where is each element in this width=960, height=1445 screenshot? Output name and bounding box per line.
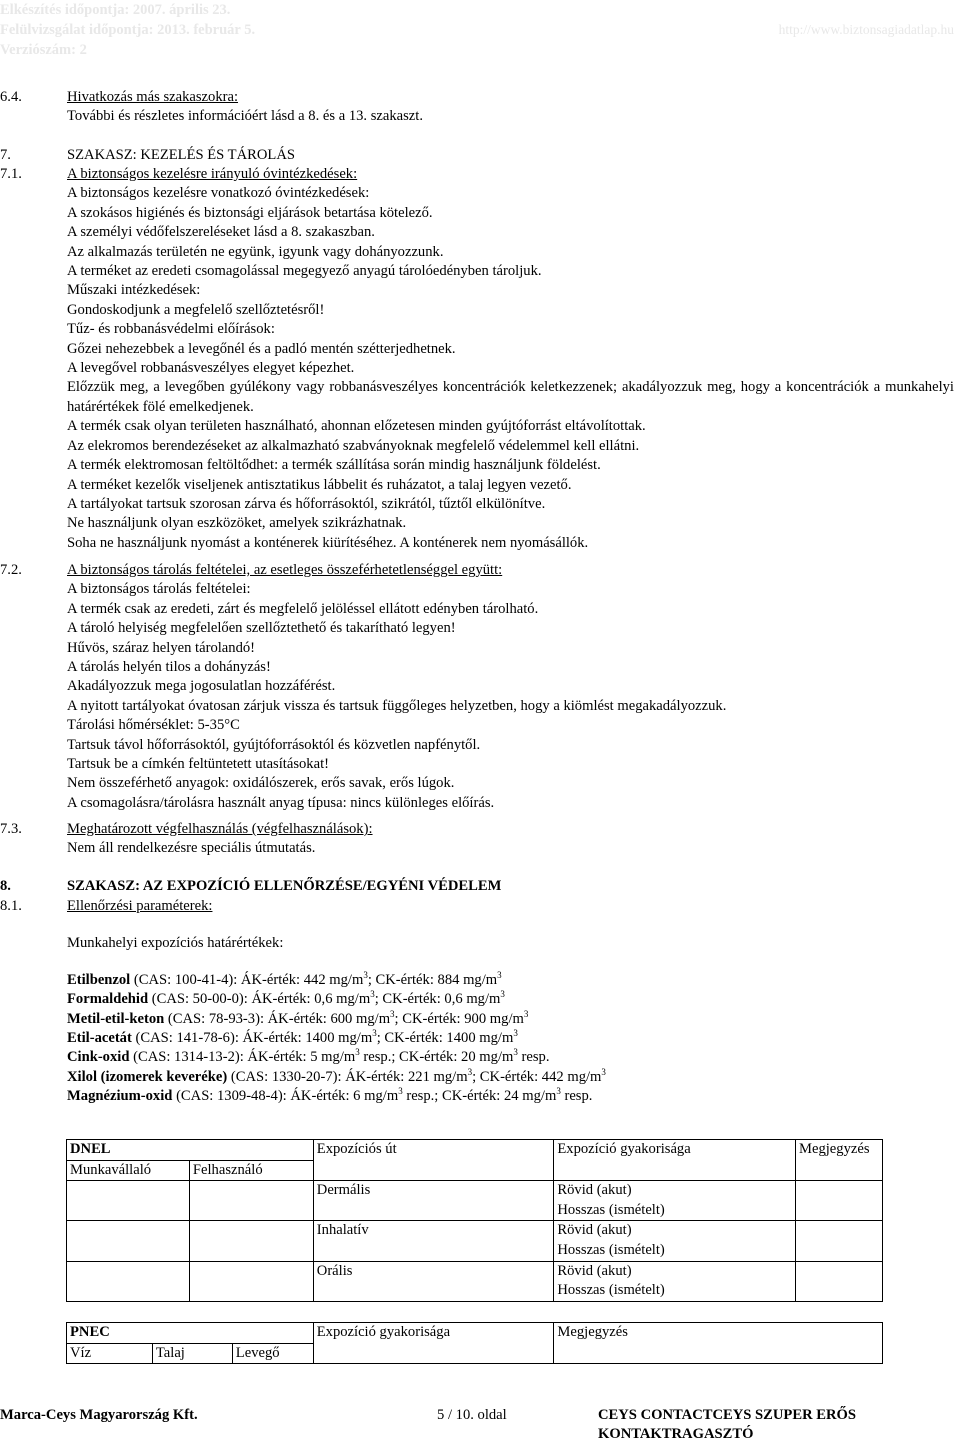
section-number: 8.1. xyxy=(0,898,22,914)
limit-value-ck: ; CK-érték: 442 mg/m xyxy=(472,1068,602,1085)
chemical-name: Formaldehid xyxy=(67,991,149,1008)
unit-superscript: 3 xyxy=(497,969,502,980)
table-header-cell: Expozíciós út xyxy=(313,1140,554,1181)
text-line: Akadályozzuk mega jogosulatlan hozzáférést. xyxy=(67,678,336,695)
frequency-long: Hosszas (ismételt) xyxy=(557,1201,665,1218)
text-line: A biztonságos tárolás feltételei: xyxy=(67,581,251,598)
section-title: Hivatkozás más szakaszokra: xyxy=(67,89,239,105)
unit-superscript: 3 xyxy=(372,1028,377,1039)
section-number: 7.3. xyxy=(0,821,22,837)
limit-value: (CAS: 141-78-6): ÁK-érték: 1400 mg/m xyxy=(135,1030,373,1047)
table-cell: Dermális xyxy=(313,1181,554,1221)
chemical-name: Magnézium-oxid xyxy=(67,1088,173,1105)
section-number: 7.2. xyxy=(0,562,22,578)
header-info xyxy=(0,0,255,60)
limit-row xyxy=(67,1029,954,1048)
limit-row xyxy=(67,971,954,990)
text-line: Hűvös, száraz helyen tárolandó! xyxy=(67,639,256,656)
limit-tail: resp. xyxy=(517,1049,550,1066)
table-cell xyxy=(189,1261,313,1301)
table-cell xyxy=(189,1221,313,1261)
table-header-cell: Talaj xyxy=(152,1343,232,1364)
limit-value: (CAS: 100-41-4): ÁK-érték: 442 mg/m xyxy=(133,971,364,988)
limit-value: (CAS: 78-93-3): ÁK-érték: 600 mg/m xyxy=(167,1010,391,1027)
section-title: SZAKASZ: KEZELÉS ÉS TÁROLÁS xyxy=(67,147,295,163)
text-line: Az alkalmazás területén ne együnk, igyunk vagy dohányozzunk. xyxy=(67,243,444,260)
limit-row xyxy=(67,990,954,1009)
text-line: Tárolási hőmérséklet: 5-35°C xyxy=(67,717,240,734)
company-name: Marca-Ceys Magyarország Kft. xyxy=(0,1407,198,1423)
product-name-line: CEYS CONTACTCEYS SZUPER ERŐS xyxy=(598,1407,857,1423)
text-line: Az elekromos berendezéseket az alkalmazható szabványoknak megfelelő védelemmel kell ellátni. xyxy=(67,437,640,454)
unit-superscript: 3 xyxy=(355,1047,360,1058)
limit-value-ck: resp.; CK-érték: 24 mg/m xyxy=(402,1088,557,1105)
table-row xyxy=(67,1140,883,1161)
text-paragraph: Előzzük meg, a levegőben gyúlékony vagy robbanásveszélyes koncentrációk keletkezzenek; akadályozzuk meg, hogy a koncentrációk a munkahelyi határértékek fölé emelkedjenek. xyxy=(67,379,954,415)
unit-superscript: 3 xyxy=(467,1066,473,1077)
text-line: Műszaki intézkedések: xyxy=(67,282,201,299)
page-header xyxy=(0,0,960,60)
table-row xyxy=(67,1261,883,1301)
limit-value-ck: ; CK-érték: 900 mg/m xyxy=(394,1010,524,1027)
text-line: Gőzei nehezebbek a levegőnél és a padló mentén szétterjedhetnek. xyxy=(67,340,456,357)
frequency-short: Rövid (akut) xyxy=(557,1222,632,1239)
text-line: A személyi védőfelszereléseket lásd a 8. szakaszban. xyxy=(67,224,375,241)
text-line: A termék csak olyan területen használható, ahonnan előzetesen minden gyújtóforrást eltávolítottak. xyxy=(67,418,646,435)
limit-value-ck: ; CK-érték: 0,6 mg/m xyxy=(374,991,501,1008)
text-line: Nem összeférhető anyagok: oxidálószerek, erős savak, erős lúgok. xyxy=(67,775,455,792)
unit-superscript: 3 xyxy=(363,969,368,980)
section-title: A biztonságos kezelésre irányuló óvintézkedések: xyxy=(67,166,358,182)
limit-value-ck: ; CK-érték: 884 mg/m xyxy=(367,971,498,988)
unit-superscript: 3 xyxy=(398,1086,403,1097)
section-text: További és részletes információért lásd a 8. és a 13. szakaszt. xyxy=(67,108,423,125)
page-number: 5 / 10. oldal xyxy=(437,1407,507,1423)
table-cell xyxy=(795,1221,882,1261)
exposure-limits-list xyxy=(67,971,954,1107)
table-header-cell: Víz xyxy=(67,1343,153,1364)
section-text: Nem áll rendelkezésre speciális útmutatás. xyxy=(67,840,316,857)
frequency-short: Rövid (akut) xyxy=(557,1182,632,1199)
unit-superscript: 3 xyxy=(370,989,375,1000)
unit-superscript: 3 xyxy=(556,1086,561,1097)
table-header-cell: DNEL xyxy=(67,1140,314,1161)
text-line: A biztonságos kezelésre vonatkozó óvintézkedések: xyxy=(67,185,370,202)
text-line: Soha ne használjunk nyomást a konténerek kiürítéséhez. A konténerek nem nyomásállók. xyxy=(67,534,589,551)
table-header-cell: Levegő xyxy=(232,1343,313,1364)
text-line: A tároló helyiség megfelelően szellőztethető és takarítható legyen! xyxy=(67,620,456,637)
reviewed-date: Felülvizsgálat időpontja: 2013. február 5. xyxy=(0,22,256,38)
created-date: Elkészítés időpontja: 2007. április 23. xyxy=(0,2,231,18)
section-title: SZAKASZ: AZ EXPOZÍCIÓ ELLENŐRZÉSE/EGYÉNI VÉDELEM xyxy=(67,878,502,894)
section-title: Meghatározott végfelhasználás (végfelhasználások): xyxy=(67,821,373,837)
text-line: A csomagolásra/tárolásra használt anyag típusa: nincs különleges előírás. xyxy=(67,794,495,811)
text-line: A levegővel robbanásveszélyes elegyet képezhet. xyxy=(67,360,355,377)
limit-value: (CAS: 50-00-0): ÁK-érték: 0,6 mg/m xyxy=(151,991,371,1008)
section-title: A biztonságos tárolás feltételei, az esetleges összeférhetetlenséggel együtt: xyxy=(67,562,503,578)
limit-tail: resp. xyxy=(560,1088,593,1105)
chemical-name: Cink-oxid xyxy=(67,1049,130,1066)
limit-row xyxy=(67,1048,954,1067)
section-number: 8. xyxy=(0,878,11,894)
table-cell xyxy=(67,1261,190,1301)
chemical-name: Metil-etil-keton xyxy=(67,1010,165,1027)
table-header-cell: Megjegyzés xyxy=(795,1140,882,1181)
frequency-long: Hosszas (ismételt) xyxy=(557,1282,665,1299)
text-line: Ne használjunk olyan eszközöket, amelyek szikrázhatnak. xyxy=(67,515,407,532)
unit-superscript: 3 xyxy=(500,989,505,1000)
text-line: A nyitott tartályokat óvatosan zárjuk vissza és tartsuk függőleges helyzetben, hogy a kiömlést megakadályozzuk. xyxy=(67,697,727,714)
table-header-cell: Expozíció gyakorisága xyxy=(554,1140,796,1181)
unit-superscript: 3 xyxy=(513,1047,518,1058)
table-row xyxy=(67,1221,883,1261)
table-cell xyxy=(189,1181,313,1221)
product-name-line: KONTAKTRAGASZTÓ xyxy=(598,1426,754,1443)
header-url-link[interactable]: http://www.biztonsagiadatlap.hu xyxy=(778,22,954,37)
section-number: 6.4. xyxy=(0,89,22,105)
pnec-table xyxy=(66,1322,883,1364)
limit-row xyxy=(67,1087,954,1106)
text-line: A terméket az eredeti csomagolással megegyező anyagú tárolóedényben tároljuk. xyxy=(67,263,542,280)
text-line: A termék elektromosan feltöltődhet: a termék szállítása során mindig használjunk földelést. xyxy=(67,457,601,474)
unit-superscript: 3 xyxy=(601,1066,606,1077)
limit-row xyxy=(67,1068,954,1087)
table-cell xyxy=(554,1261,796,1301)
table-header-cell: PNEC xyxy=(67,1323,314,1344)
table-row xyxy=(67,1181,883,1221)
table-cell xyxy=(67,1221,190,1261)
limit-value-ck: ; CK-érték: 1400 mg/m xyxy=(376,1030,514,1047)
limit-value: (CAS: 1314-13-2): ÁK-érték: 5 mg/m xyxy=(133,1049,356,1066)
limit-row xyxy=(67,1010,954,1029)
table-header-cell: Munkavállaló xyxy=(67,1160,190,1181)
table-header-cell: Expozíció gyakorisága xyxy=(313,1323,554,1364)
text-line: Tartsuk távol hőforrásoktól, gyújtóforrásoktól és közvetlen napfénytől. xyxy=(67,736,481,753)
chemical-name: Etilbenzol xyxy=(67,971,131,988)
text-line: A szokásos higiénés és biztonsági eljárások betartása kötelező. xyxy=(67,204,433,221)
limit-value: (CAS: 1309-48-4): ÁK-érték: 6 mg/m xyxy=(176,1088,399,1105)
text-line: Tűz- és robbanásvédelmi előírások: xyxy=(67,321,275,338)
unit-superscript: 3 xyxy=(523,1008,529,1019)
text-line: Gondoskodjunk a megfelelő szellőztetésről! xyxy=(67,301,325,318)
text-line: A termék csak az eredeti, zárt és megfelelő jelöléssel ellátott edényben tárolható. xyxy=(67,600,539,617)
table-cell xyxy=(554,1221,796,1261)
product-name xyxy=(598,1406,856,1445)
table-cell: Orális xyxy=(313,1261,554,1301)
text-line: Tartsuk be a címkén feltüntetett utasításokat! xyxy=(67,756,329,773)
table-row xyxy=(67,1323,883,1344)
section-number: 7.1. xyxy=(0,166,22,182)
version-number: Verziószám: 2 xyxy=(0,42,87,58)
section-title: Ellenőrzési paraméterek: xyxy=(67,898,213,914)
chemical-name: Etil-acetát xyxy=(67,1030,132,1047)
table-cell xyxy=(795,1261,882,1301)
limit-value: (CAS: 1330-20-7): ÁK-érték: 221 mg/m xyxy=(230,1068,468,1085)
text-line: A tartályokat tartsuk szorosan zárva és hőforrásoktól, szikrától, tűztől elkülönítve. xyxy=(67,495,546,512)
table-cell xyxy=(795,1181,882,1221)
unit-superscript: 3 xyxy=(513,1028,518,1039)
table-cell xyxy=(554,1181,796,1221)
chemical-name: Xilol (izomerek keveréke) xyxy=(67,1068,228,1085)
text-line: A tárolás helyén tilos a dohányzás! xyxy=(67,659,271,676)
limit-value-ck: resp.; CK-érték: 20 mg/m xyxy=(359,1049,514,1066)
table-header-cell: Felhasználó xyxy=(189,1160,313,1181)
table-header-cell: Megjegyzés xyxy=(554,1323,883,1364)
subtitle: Munkahelyi expozíciós határértékek: xyxy=(67,935,284,952)
dnel-table xyxy=(66,1139,883,1302)
frequency-long: Hosszas (ismételt) xyxy=(557,1241,665,1258)
section-number: 7. xyxy=(0,147,11,163)
table-cell: Inhalatív xyxy=(313,1221,554,1261)
unit-superscript: 3 xyxy=(390,1008,395,1019)
text-line: A terméket kezelők viseljenek antisztatikus lábbelit és ruházatot, a talaj legyen vezető. xyxy=(67,476,572,493)
frequency-short: Rövid (akut) xyxy=(557,1262,632,1279)
table-cell xyxy=(67,1181,190,1221)
